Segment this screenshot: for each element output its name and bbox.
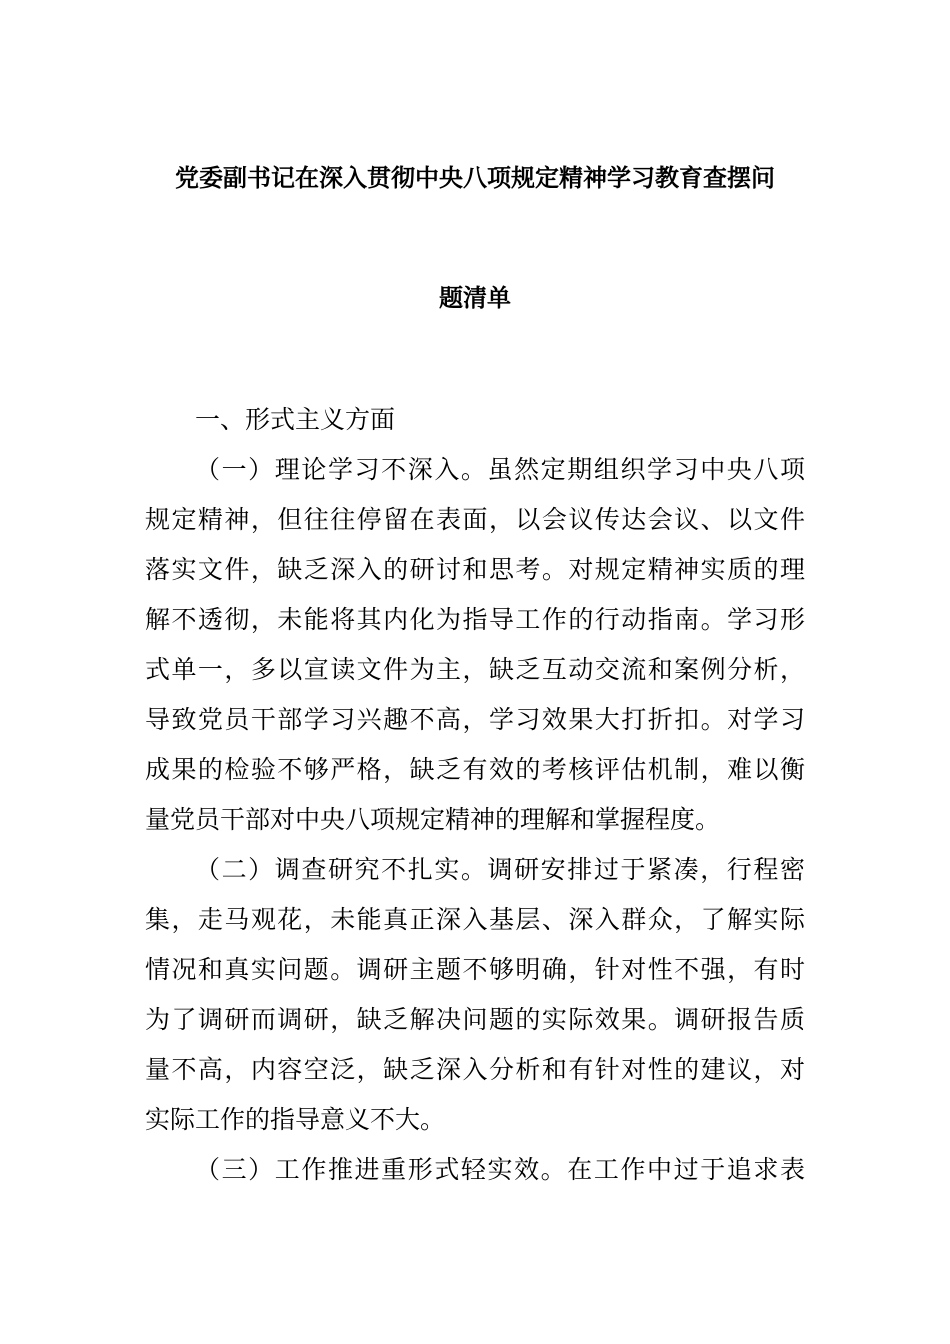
paragraph-line: （三）工作推进重形式轻实效。在工作中过于追求表	[195, 1155, 805, 1184]
paragraph-line: 量党员干部对中央八项规定精神的理解和掌握程度。	[145, 805, 721, 834]
paragraph-line: 落实文件，缺乏深入的研讨和思考。对规定精神实质的理	[145, 555, 805, 584]
paragraph-line: （二）调查研究不扎实。调研安排过于紧凑，行程密	[195, 855, 805, 884]
paragraph-line: 导致党员干部学习兴趣不高，学习效果大打折扣。对学习	[145, 705, 805, 734]
paragraph-line: 为了调研而调研，缺乏解决问题的实际效果。调研报告质	[145, 1005, 805, 1034]
document-title-line-2: 题清单	[439, 284, 511, 312]
paragraph-line: 解不透彻，未能将其内化为指导工作的行动指南。学习形	[145, 605, 805, 634]
paragraph-line: 规定精神，但往往停留在表面，以会议传达会议、以文件	[145, 505, 805, 534]
paragraph-line: （一）理论学习不深入。虽然定期组织学习中央八项	[195, 455, 805, 484]
section-heading: 一、形式主义方面	[195, 405, 396, 434]
paragraph-line: 实际工作的指导意义不大。	[145, 1105, 446, 1134]
paragraph-line: 式单一，多以宣读文件为主，缺乏互动交流和案例分析，	[145, 655, 805, 684]
paragraph-line: 情况和真实问题。调研主题不够明确，针对性不强，有时	[145, 955, 805, 984]
document-title-line-1: 党委副书记在深入贯彻中央八项规定精神学习教育查摆问	[175, 164, 775, 192]
paragraph-line: 成果的检验不够严格，缺乏有效的考核评估机制，难以衡	[145, 755, 805, 784]
paragraph-line: 集，走马观花，未能真正深入基层、深入群众，了解实际	[145, 905, 805, 934]
paragraph-line: 量不高，内容空泛，缺乏深入分析和有针对性的建议，对	[145, 1055, 805, 1084]
